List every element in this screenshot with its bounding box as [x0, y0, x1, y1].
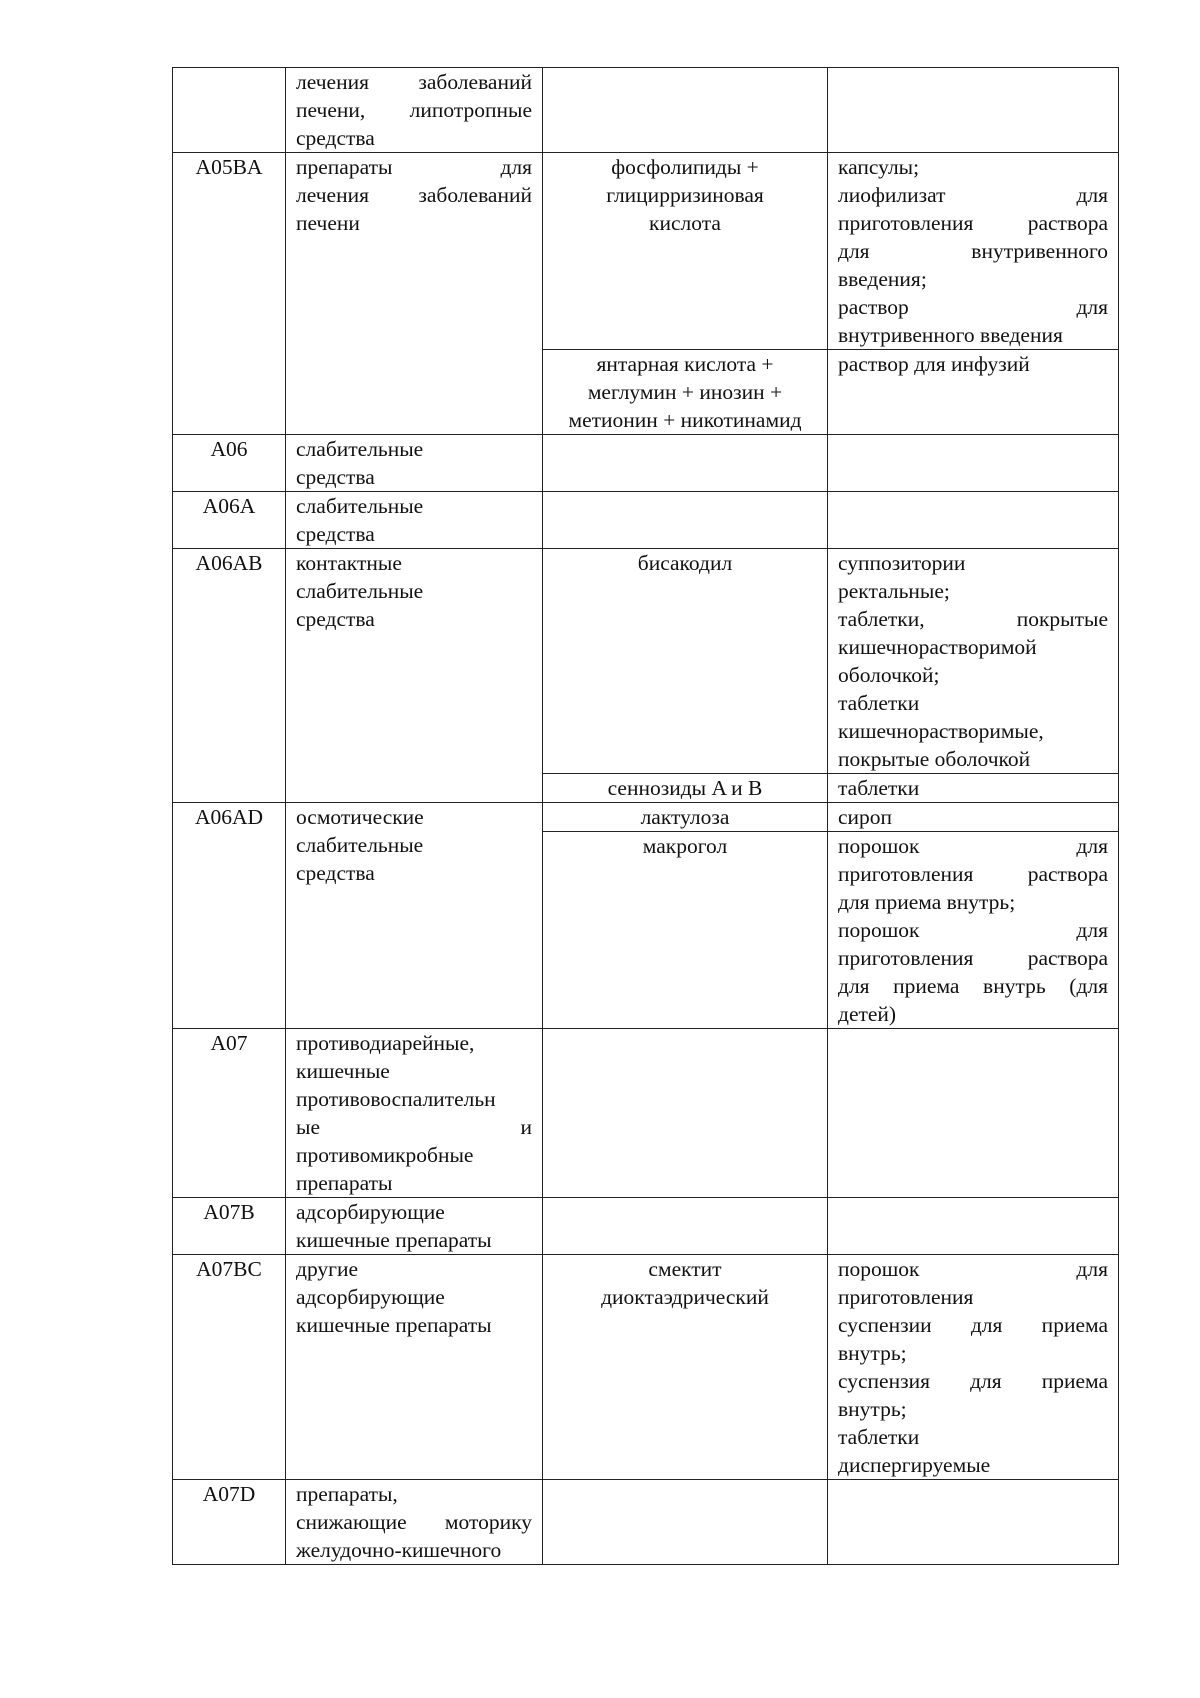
inn-line: сеннозиды A и B [607, 776, 763, 800]
form-line: приготовления раствора [838, 862, 1108, 886]
form-line: внутривенного введения [838, 323, 1063, 347]
name-line: средства [296, 465, 375, 489]
name-line: кишечные препараты [296, 1228, 492, 1252]
atc-group-name-cell [286, 1480, 543, 1565]
name-line: снижающие моторику [296, 1510, 532, 1534]
inn-cell [543, 1255, 828, 1480]
name-line: печени, липотропные [296, 98, 532, 122]
form-line: для приема внутрь (для [838, 974, 1108, 998]
inn-cell [543, 435, 828, 492]
inn-line: макрогол [642, 834, 728, 858]
atc-group-name-cell [286, 549, 543, 803]
form-line: приготовления раствора [838, 946, 1108, 970]
form-line: таблетки [838, 1425, 920, 1449]
inn-cell [543, 1480, 828, 1565]
form-line: суспензии для приема [838, 1313, 1108, 1337]
atc-group-name-cell [286, 492, 543, 549]
inn-cell [543, 1198, 828, 1255]
atc-group-name-cell [286, 803, 543, 1029]
inn-cell [543, 492, 828, 549]
table-row [173, 153, 1119, 350]
form-line: лиофилизат для [838, 183, 1108, 207]
name-line: другие [296, 1257, 359, 1281]
atc-code-cell: A06 [173, 435, 286, 492]
inn-line: кислота [649, 211, 721, 235]
name-line: слабительные [296, 494, 424, 518]
form-line: ректальные; [838, 579, 950, 603]
table-row [173, 1029, 1119, 1198]
inn-cell [543, 350, 828, 435]
table-row [173, 1198, 1119, 1255]
form-line: порошок для [838, 918, 1108, 942]
inn-cell [543, 774, 828, 803]
table-row [173, 1255, 1119, 1480]
atc-code-cell: A07BC [173, 1255, 286, 1480]
inn-line: глицирризиновая [606, 183, 764, 207]
atc-group-name-cell [286, 1255, 543, 1480]
drug-table [172, 67, 1119, 1565]
name-line: слабительные [296, 437, 424, 461]
form-line: капсулы; [838, 155, 920, 179]
form-line: таблетки, покрытые [838, 607, 1108, 631]
dosage-form-cell [828, 774, 1119, 803]
inn-line: меглумин + инозин + [587, 380, 783, 404]
dosage-form-cell [828, 549, 1119, 774]
inn-line: бисакодил [637, 551, 733, 575]
table-row [173, 435, 1119, 492]
name-line: средства [296, 861, 375, 885]
name-line: средства [296, 607, 375, 631]
dosage-form-cell [828, 832, 1119, 1029]
dosage-form-cell [828, 1255, 1119, 1480]
name-line: ые и [296, 1115, 532, 1139]
inn-cell [543, 549, 828, 774]
form-line: диспергируемые [838, 1453, 991, 1477]
form-line: внутрь; [838, 1341, 907, 1365]
form-line: суспензия для приема [838, 1369, 1108, 1393]
name-line: адсорбирующие [296, 1285, 445, 1309]
atc-group-name-cell [286, 1029, 543, 1198]
form-line: введения; [838, 267, 927, 291]
atc-code-cell: A06AD [173, 803, 286, 1029]
atc-group-name-cell [286, 435, 543, 492]
dosage-form-cell [828, 1480, 1119, 1565]
table-row [173, 549, 1119, 774]
dosage-form-cell [828, 68, 1119, 153]
name-line: контактные [296, 551, 402, 575]
dosage-form-cell [828, 492, 1119, 549]
inn-cell [543, 153, 828, 350]
inn-line: смектит [648, 1257, 722, 1281]
form-line: для внутривенного [838, 239, 1108, 263]
atc-code-cell [173, 68, 286, 153]
atc-code-cell: A07 [173, 1029, 286, 1198]
inn-line: янтарная кислота + [596, 352, 774, 376]
table-row [173, 492, 1119, 549]
inn-line: метионин + никотинамид [568, 408, 802, 432]
name-line: средства [296, 522, 375, 546]
name-line: препараты, [296, 1482, 398, 1506]
atc-code-cell: A07B [173, 1198, 286, 1255]
name-line: кишечные [296, 1059, 390, 1083]
form-line: приготовления раствора [838, 211, 1108, 235]
inn-line: фосфолипиды + [611, 155, 759, 179]
inn-cell [543, 803, 828, 832]
inn-cell [543, 68, 828, 153]
atc-code-cell: A05BA [173, 153, 286, 435]
name-line: слабительные [296, 579, 424, 603]
dosage-form-cell [828, 435, 1119, 492]
atc-code-cell: A07D [173, 1480, 286, 1565]
inn-cell [543, 1029, 828, 1198]
dosage-form-cell [828, 1198, 1119, 1255]
form-line: детей) [838, 1002, 897, 1026]
name-line: препараты для [296, 155, 532, 179]
name-line: препараты [296, 1171, 393, 1195]
name-line: слабительные [296, 833, 424, 857]
inn-cell [543, 832, 828, 1029]
form-line: суппозитории [838, 551, 966, 575]
name-line: кишечные препараты [296, 1313, 492, 1337]
name-line: желудочно-кишечного [296, 1538, 502, 1562]
inn-line: лактулоза [640, 805, 730, 829]
form-line: кишечнорастворимые, [838, 719, 1044, 743]
atc-group-name-cell [286, 153, 543, 435]
form-line: сироп [838, 805, 893, 829]
form-line: приготовления [838, 1285, 974, 1309]
name-line: противомикробные [296, 1143, 474, 1167]
name-line: осмотические [296, 805, 424, 829]
name-line: лечения заболеваний [296, 183, 532, 207]
dosage-form-cell [828, 153, 1119, 350]
name-line: печени [296, 211, 360, 235]
name-line: противовоспалительн [296, 1087, 496, 1111]
form-line: кишечнорастворимой [838, 635, 1037, 659]
table-row [173, 1480, 1119, 1565]
dosage-form-cell [828, 1029, 1119, 1198]
table-row [173, 803, 1119, 832]
form-line: порошок для [838, 1257, 1108, 1281]
atc-group-name-cell [286, 1198, 543, 1255]
form-line: таблетки [838, 776, 920, 800]
inn-line: диоктаэдрический [601, 1285, 769, 1309]
name-line: противодиарейные, [296, 1031, 475, 1055]
form-line: раствор для инфузий [838, 352, 1030, 376]
form-line: внутрь; [838, 1397, 907, 1421]
atc-group-name-cell [286, 68, 543, 153]
name-line: адсорбирующие [296, 1200, 445, 1224]
form-line: покрытые оболочкой [838, 747, 1031, 771]
form-line: для приема внутрь; [838, 890, 1016, 914]
form-line: раствор для [838, 295, 1108, 319]
name-line: средства [296, 126, 375, 150]
form-line: оболочкой; [838, 663, 940, 687]
name-line: лечения заболеваний [296, 70, 532, 94]
form-line: порошок для [838, 834, 1108, 858]
dosage-form-cell [828, 350, 1119, 435]
atc-code-cell: A06A [173, 492, 286, 549]
form-line: таблетки [838, 691, 920, 715]
table-row [173, 68, 1119, 153]
dosage-form-cell [828, 803, 1119, 832]
atc-code-cell: A06AB [173, 549, 286, 803]
